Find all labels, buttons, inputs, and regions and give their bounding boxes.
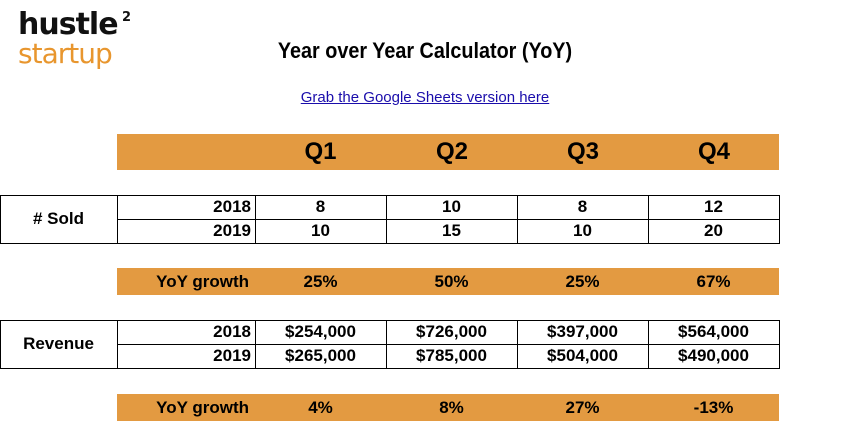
sold-row-label: # Sold bbox=[32, 209, 84, 228]
revenue-year-2018: 2018 bbox=[213, 322, 251, 341]
sold-2018-q3: 8 bbox=[577, 197, 588, 216]
page-title: Year over Year Calculator (YoY) bbox=[277, 38, 573, 63]
revenue-growth-q1: 4% bbox=[308, 397, 333, 417]
quarter-header-q2: Q2 bbox=[435, 138, 468, 165]
revenue-2018-q1: $254,000 bbox=[285, 322, 356, 341]
revenue-year-2019: 2019 bbox=[213, 346, 251, 365]
revenue-2018-q2: $726,000 bbox=[416, 322, 487, 341]
logo-superscript: 2 bbox=[122, 10, 132, 25]
sold-2019-q2: 15 bbox=[442, 221, 461, 240]
revenue-2019-q2: $785,000 bbox=[416, 346, 487, 365]
sold-growth-q3: 25% bbox=[565, 271, 600, 291]
google-sheets-link[interactable]: Grab the Google Sheets version here bbox=[300, 89, 550, 106]
revenue-table bbox=[0, 320, 780, 368]
sold-growth-q1: 25% bbox=[303, 271, 338, 291]
sold-growth-q4: 67% bbox=[696, 271, 731, 291]
sold-growth-q2: 50% bbox=[434, 271, 469, 291]
revenue-2019-q3: $504,000 bbox=[547, 346, 618, 365]
revenue-2019-q1: $265,000 bbox=[285, 346, 356, 365]
revenue-row-label: Revenue bbox=[23, 334, 94, 353]
sold-2019-q3: 10 bbox=[573, 221, 592, 240]
revenue-growth-q3: 27% bbox=[565, 397, 600, 417]
sold-2019-q1: 10 bbox=[311, 221, 330, 240]
sold-year-2019: 2019 bbox=[213, 221, 251, 240]
sold-2018-q2: 10 bbox=[442, 197, 461, 216]
revenue-2018-q4: $564,000 bbox=[678, 322, 749, 341]
revenue-growth-q2: 8% bbox=[439, 397, 464, 417]
sold-2019-q4: 20 bbox=[704, 221, 723, 240]
quarter-header-q4: Q4 bbox=[697, 138, 730, 165]
revenue-growth-label: YoY growth bbox=[156, 397, 249, 417]
sold-table bbox=[0, 195, 780, 243]
revenue-2019-q4: $490,000 bbox=[678, 346, 749, 365]
quarter-header-q1: Q1 bbox=[304, 138, 337, 165]
logo-startup-text: startup bbox=[18, 37, 112, 70]
quarter-header-q3: Q3 bbox=[566, 138, 599, 165]
revenue-2018-q3: $397,000 bbox=[547, 322, 618, 341]
sold-growth-label: YoY growth bbox=[156, 271, 249, 291]
sold-year-2018: 2018 bbox=[213, 197, 251, 216]
sold-2018-q1: 8 bbox=[315, 197, 326, 216]
revenue-growth-q4: -13% bbox=[693, 397, 734, 417]
logo-hustle-text: hustle bbox=[18, 7, 118, 42]
sold-2018-q4: 12 bbox=[704, 197, 723, 216]
